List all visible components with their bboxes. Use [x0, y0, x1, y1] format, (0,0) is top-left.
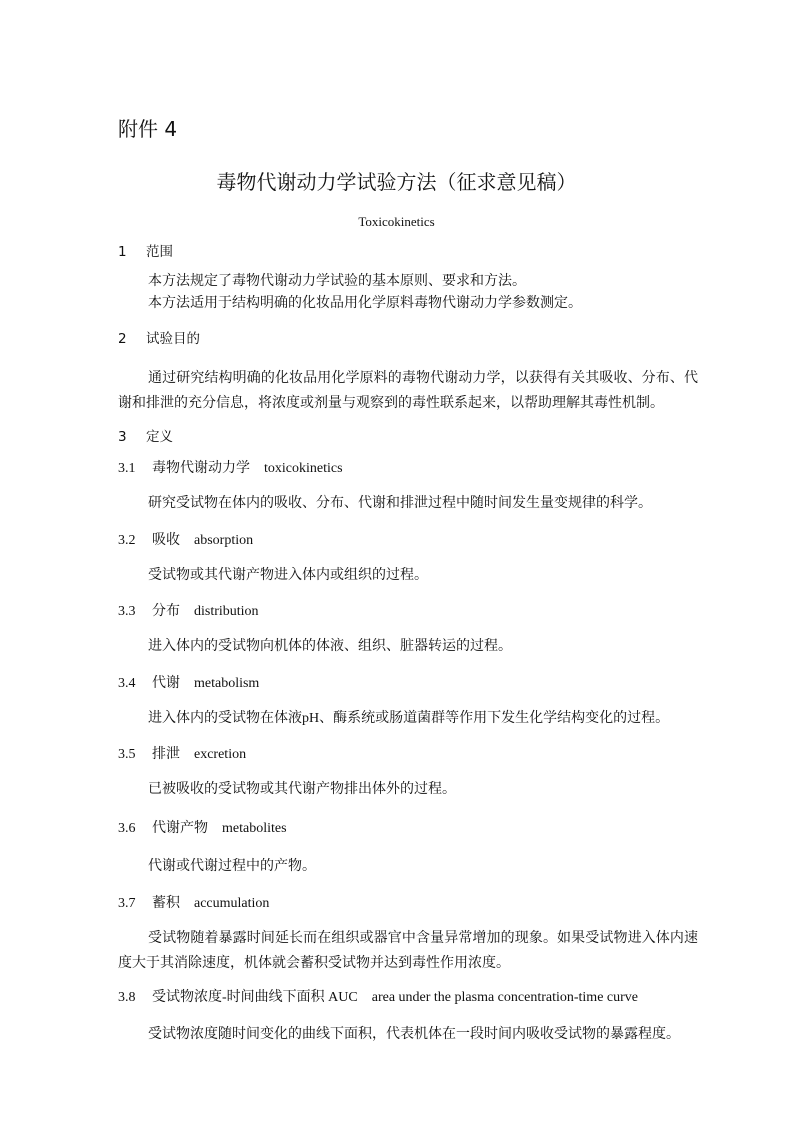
definition-number: 3.7 [118, 896, 136, 911]
definition-heading [118, 532, 698, 550]
definition-term: 蓄积 [152, 896, 180, 911]
definition-text: 进入体内的受试物在体液pH、酶系统或肠道菌群等作用下发生化学结构变化的过程。 [148, 711, 670, 726]
definition-heading [118, 820, 698, 838]
definition-term-en: area under the plasma concentration-time curve [371, 990, 638, 1005]
definition-term-en: distribution [194, 604, 259, 619]
paragraph: 本方法适用于结构明确的化妆品用化学原料毒物代谢动力学参数测定。 [148, 296, 582, 311]
definition-heading [118, 603, 698, 621]
definition-heading [118, 989, 698, 1007]
definition-number: 3.3 [118, 604, 136, 619]
definition-term-en: excretion [194, 747, 247, 762]
definition-text: 进入体内的受试物向机体的体液、组织、脏器转运的过程。 [148, 639, 512, 654]
definition-number: 3.5 [118, 747, 136, 762]
document-title: 毒物代谢动力学试验方法（征求意见稿） [216, 170, 577, 194]
definition-number: 3.1 [118, 461, 136, 476]
definition-heading [118, 895, 698, 913]
definition-term: 分布 [152, 604, 180, 619]
section-heading [118, 243, 698, 261]
section-number: 2 [118, 331, 127, 347]
section-number: 3 [118, 429, 127, 445]
document-subtitle: Toxicokinetics [358, 214, 435, 229]
definition-term-en: accumulation [194, 896, 270, 911]
definition-heading [118, 460, 698, 478]
definition-text: 受试物浓度随时间变化的曲线下面积，代表机体在一段时间内吸收受试物的暴露程度。 [148, 1027, 680, 1042]
definition-term-en: metabolism [194, 676, 260, 691]
paragraph: 通过研究结构明确的化妆品用化学原料的毒物代谢动力学，以获得有关其吸收、分布、代谢和排泄的充分信息，将浓度或剂量与观察到的毒性联系起来，以帮助理解其毒性机制。 [118, 371, 698, 411]
definition-term: 排泄 [152, 747, 180, 762]
attachment-label: 附件 4 [118, 117, 178, 141]
section-title: 试验目的 [146, 331, 200, 347]
section-number: 1 [118, 244, 127, 260]
definition-text: 代谢或代谢过程中的产物。 [148, 859, 316, 874]
paragraph: 本方法规定了毒物代谢动力学试验的基本原则、要求和方法。 [148, 274, 526, 289]
definition-text: 受试物随着暴露时间延长而在组织或器官中含量异常增加的现象。如果受试物进入体内速度大于其消除速度，机体就会蓄积受试物并达到毒性作用浓度。 [118, 931, 698, 971]
definition-heading [118, 746, 698, 764]
definition-term: 代谢 [152, 676, 180, 691]
definition-term-en: metabolites [222, 821, 287, 836]
definition-term: 受试物浓度-时间曲线下面积 AUC [152, 990, 358, 1005]
definition-number: 3.4 [118, 676, 136, 691]
definition-term: 代谢产物 [152, 821, 208, 836]
definition-text: 研究受试物在体内的吸收、分布、代谢和排泄过程中随时间发生量变规律的科学。 [148, 496, 652, 511]
definition-number: 3.2 [118, 533, 136, 548]
definition-term-en: toxicokinetics [264, 461, 343, 476]
section-title: 定义 [146, 429, 173, 445]
definition-heading [118, 675, 698, 693]
section-title: 范围 [146, 244, 173, 260]
definition-number: 3.8 [118, 990, 136, 1005]
definition-term-en: absorption [194, 533, 254, 548]
section-heading [118, 428, 698, 446]
definition-number: 3.6 [118, 821, 136, 836]
section-heading [118, 330, 698, 348]
definition-term: 吸收 [152, 533, 180, 548]
definition-text: 已被吸收的受试物或其代谢产物排出体外的过程。 [148, 782, 456, 797]
definition-text: 受试物或其代谢产物进入体内或组织的过程。 [148, 568, 428, 583]
definition-term: 毒物代谢动力学 [152, 461, 250, 476]
